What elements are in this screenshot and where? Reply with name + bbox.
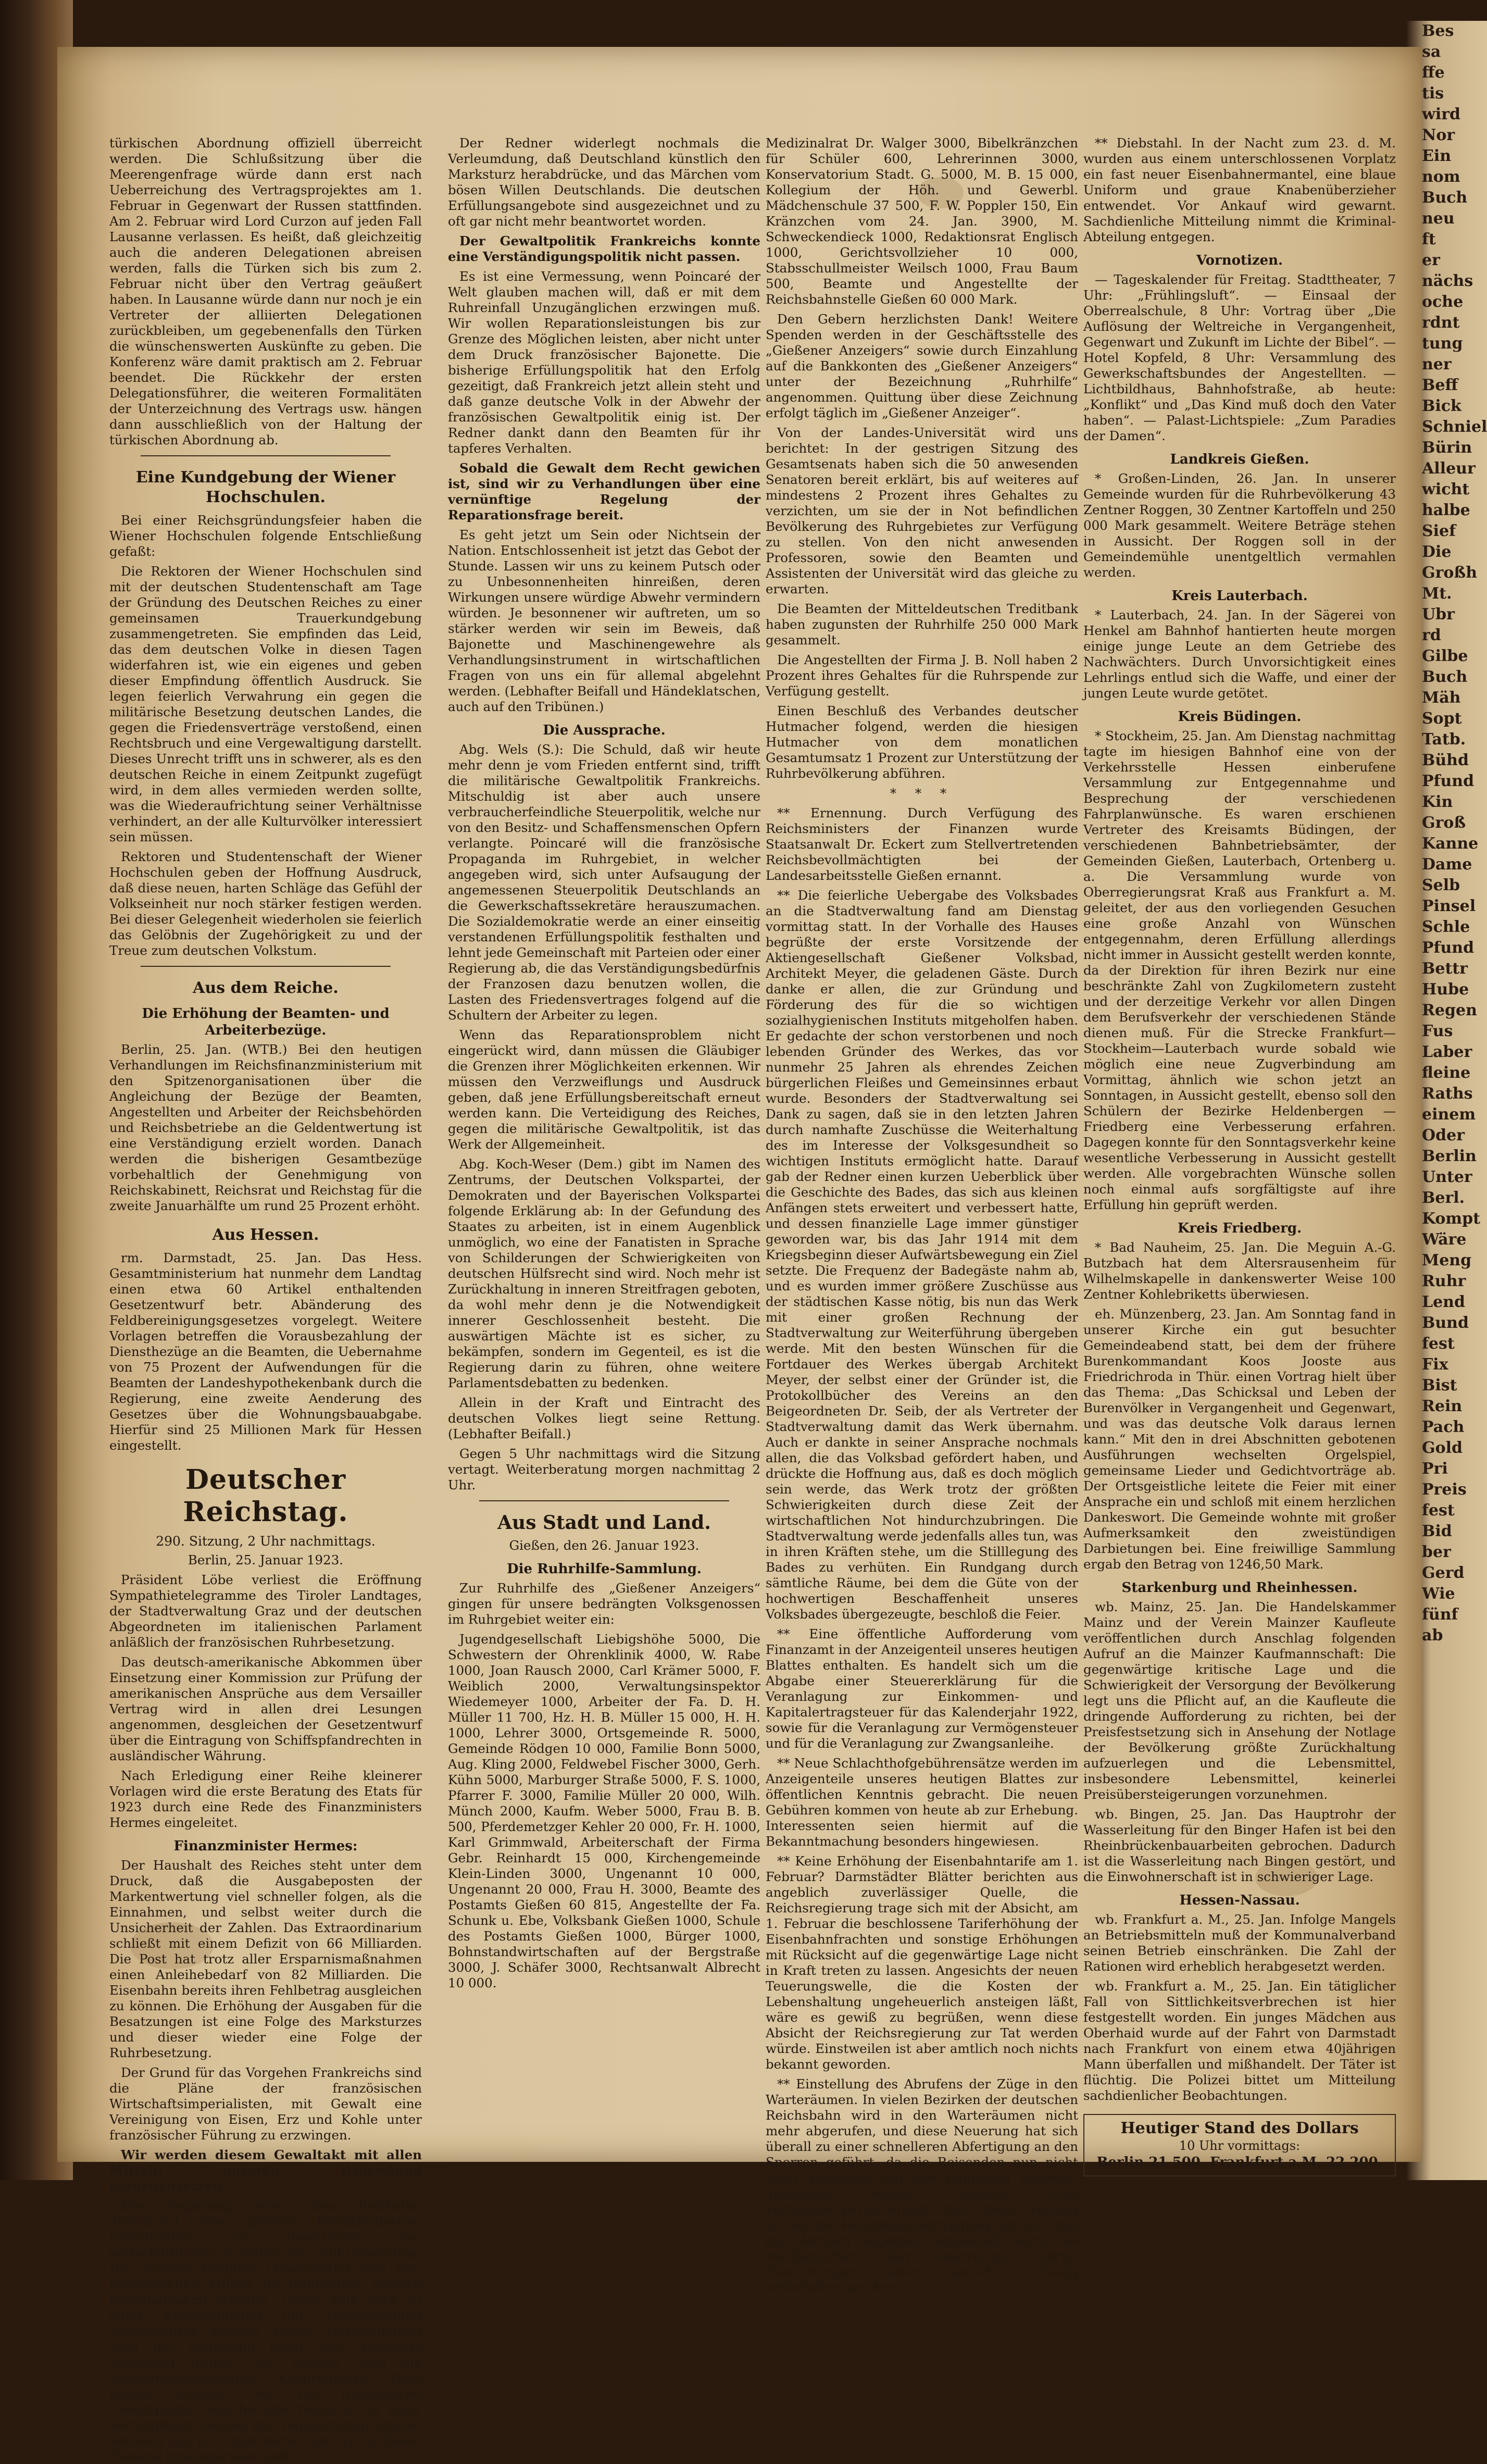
- article-text: wb. Frankfurt a. M., 25. Jan. Infolge Mangels an Betriebsmitteln muß der Kommunalverband seinen Betrieb einschränken. Die Zahl der Rationen wird erheblich herabgesetzt werden.: [1083, 1912, 1396, 1974]
- article-text: Das deutsch-amerikanische Abkommen über Einsetzung einer Kommission zur Prüfung der amerikanischen Ansprüche aus dem Versailler Vertrag wird in allen drei Lesungen angenommen, desgleichen der Gesetzentwurf über die Eintragung von Schiffspfandrechten in ausländischer Währung.: [109, 1654, 422, 1763]
- adjacent-page-fragment: Kanne: [1422, 835, 1479, 853]
- adjacent-page-fragment: Sief: [1422, 522, 1456, 540]
- dateline: Gießen, den 26. Januar 1923.: [509, 1538, 699, 1553]
- adjacent-page-fragment: Pfund: [1422, 939, 1474, 957]
- article-text: Der Redner widerlegt nochmals die Verleumdung, daß Deutschland künstlich den Marksturz herabdrücke, und das Märchen vom bösen Willen Deutschlands. Die deutschen Erfüllungsangebote sind ausgezeichnet und zu oft gar nicht mehr beantwortet worden.: [448, 135, 760, 229]
- adjacent-page-fragment: Fix: [1422, 1355, 1448, 1374]
- article-text: Gegen 5 Uhr nachmittags wird die Sitzung vertagt. Weiterberatung morgen nachmittag 2 Uhr.: [448, 1446, 760, 1492]
- adjacent-page-fragment: Preis: [1422, 1480, 1467, 1499]
- subheadline-aussprache: Die Aussprache.: [543, 723, 666, 738]
- article-text: ** Einstellung des Abrufens der Züge in den Warteräumen. In vielen Bezirken der deutschen Reichsbahn wird in den Warteräumen nicht mehr abgerufen, und diese Neuerung hat sich überall zu einer schnelleren Abfertigung an den Sperren geführt, da die Reisenden nun nicht mehr stoßweise auf den Bahnsteig stürmen; außerdem wurde dadurch eine Personalersparnis erzielt. Auch diese Ordnung ist bei der Reichsbahnverwaltung mitteilt, daß das Abrufen allgemein eingestellt wird; die mechanischen oder elektrischen Abruf-Einrichtungen sollen jedoch vorläufig beibehalten werden.: [766, 2076, 1078, 2295]
- article-text: * Lauterbach, 24. Jan. In der Sägerei von Henkel am Bahnhof hantierten heute morgen einige junge Leute an dem Getriebe des Nachwächters. Durch Unvorsichtigkeit eines Lehrlings entlud sich die Waffe, und einer der jungen Leute wurde getötet.: [1083, 607, 1396, 701]
- article-text: Die Regierung wird dem Reichstag demnächst eine größere Kreditforderung unterbreiten zur Beseitigung der wirtschaftlichen Schäden der Ruhrbesetzung. Die ohnehin knappen Lebensmittel sind vom französischen Militär im Ruhrgebiet vielfach beschlagnahmt worden. Unser Volk wird zu einer Einschränkung der Lebenshaltung zurückkehren müssen. Dieser Notwendigkeit wird die Regierung durch ein Notgesetz Rechnung tragen. Wir werden auch die zusammenbrechenden Kleinrentnern Hilfe leisten müssen. Nur die französische Gewaltpolitik, welche alle Versuche zu einer vernünftigen Lösung der Reparationsprobleme vereitelt hat, ist schuld daran, daß wir in diesen Zustand hineingeraten sind.: [109, 2198, 422, 2463]
- adjacent-page-fragment: tis: [1422, 84, 1444, 103]
- adjacent-page-fragment: fleine: [1422, 1064, 1471, 1082]
- article-text: türkischen Abordnung offiziell überreicht werden. Die Schlußsitzung über die Meerengenfrage würde dann erst nach Ueberreichung des Vertragsprojektes am 1. Februar in Gegenwart der Russen stattfinden. Am 2. Februar wird Lord Curzon auf jeden Fall Lausanne verlassen. Es heißt, daß gleichzeitig auch die anderen Delegationen abreisen werden, falls die Türken sich bis zum 2. Februar nicht über den Vertrag geäußert haben. In Lausanne würde dann nur noch je ein Vertreter der alliierten Delegationen zurückbleiben, um gegebenenfalls den Türken die wünschenswerten Auskünfte zu geben. Die Konferenz wäre damit praktisch am 2. Februar beendet. Die Rückkehr der ersten Delegationsführer, die weiteren Formalitäten der Unterzeichnung des Vertrags usw. hängen dann ausschließlich von der Haltung der türkischen Abordnung ab.: [109, 135, 422, 447]
- article-text: Bei einer Reichsgründungsfeier haben die Wiener Hochschulen folgende Entschließung gefaßt:: [109, 513, 422, 559]
- adjacent-page-fragment: Kompt: [1422, 1210, 1481, 1228]
- adjacent-page-fragment: Regen: [1422, 1001, 1477, 1019]
- headline-stadt-land: Aus Stadt und Land.: [497, 1512, 711, 1534]
- adjacent-page-fragment: Raths: [1422, 1085, 1473, 1103]
- article-text: Der Grund für das Vorgehen Frankreichs sind die Pläne der französischen Wirtschaftsimperialisten, mit Gewalt eine Vereinigung von Eisen, Erz und Kohle unter französischer Führung zu erzwingen.: [109, 2065, 422, 2143]
- article-text: Zur Ruhrhilfe des „Gießener Anzeigers“ gingen für unsere bedrängten Volksgenossen im Ruhrgebiet weiter ein:: [448, 1581, 760, 1627]
- headline-hessen: Aus Hessen.: [212, 1226, 319, 1244]
- adjacent-page-fragment: Sopt: [1422, 710, 1462, 728]
- adjacent-page-fragment: wird: [1422, 105, 1461, 123]
- adjacent-page-fragment: Gilbe: [1422, 647, 1468, 665]
- article-text: * Bad Nauheim, 25. Jan. Die Meguin A.-G. Butzbach hat dem Altersrausenheim für Wilhelmskapelle in dankenswerter Weise 100 Zentner Kohlebriketts überwiesen.: [1083, 1240, 1396, 1302]
- article-text: wb. Bingen, 25. Jan. Das Hauptrohr der Wasserleitung für den Binger Hafen ist bei den Rheinbrückenbauarbeiten gebrochen. Dadurch ist die Wasserleitung nach Bingen gestört, und die Einwohnerschaft ist in schwieriger Lage.: [1083, 1807, 1396, 1884]
- article-text: Abg. Koch-Weser (Dem.) gibt im Namen des Zentrums, der Deutschen Volkspartei, der Demokraten und der Bayerischen Volkspartei folgende Erklärung ab: In der Gefundung des Staates zu arbeiten, ist in einem Augenblick unmöglich, wo eine der Fanatisten in Sprache von Schilderungen der Schwierigkeiten von deutschen Hülfsrecht sind wird. Noch mehr ist Zurückhaltung in inneren Streitfragen geboten, da wohl mehr denn je die Notwendigkeit innerer Geschlossenheit besteht. Die auswärtigen Mächte ist es sicher, zu bekämpfen, sondern im Gegenteil, es ist die Regierung darin zu führen, ohne weitere Parlamentsdebatten zu bedenken.: [448, 1156, 760, 1390]
- subheadline-lauterbach: Kreis Lauterbach.: [1171, 588, 1308, 604]
- adjacent-page-fragment: Oder: [1422, 1126, 1465, 1144]
- adjacent-page-fragment: Bick: [1422, 397, 1461, 415]
- adjacent-page-fragment: Gerd: [1422, 1564, 1465, 1582]
- adjacent-page-fragment: Beff: [1422, 376, 1458, 394]
- divider: [141, 966, 391, 967]
- headline-reichstag: Deutscher Reichstag.: [183, 1464, 348, 1528]
- adjacent-page-fragment: Bid: [1422, 1522, 1452, 1540]
- adjacent-page-fragment: Unter: [1422, 1168, 1472, 1186]
- article-text: ** Neue Schlachthofgebührensätze werden im Anzeigenteile unseres heutigen Blattes zur öffentlichen Kenntnis gebracht. Die neuen Gebühren kommen von heute ab zur Erhebung. Interessenten seien hiermit auf die Bekanntmachung besonders hingewiesen.: [766, 1756, 1078, 1849]
- article-text: ** Die feierliche Uebergabe des Volksbades an die Stadtverwaltung fand am Dienstag vormittag statt. In der Vorhalle des Hauses begrüßte der erste Vorsitzende der Aktiengesellschaft Gießener Volksbad, Architekt Meyer, die geladenen Gäste. Durch danke er allen, die zur Gründung und Förderung des für die so wichtigen sozialhygienischen Instituts mitgeholfen haben. Er gedachte der schon verstorbenen und noch lebenden Gründer des Werkes, das vor nunmehr 25 Jahren als ehrendes Zeichen bürgerlichen Fleißes und Gemeinsinnes erbaut wurde. Besonders der Stadtverwaltung sei Dank zu sagen, daß sie in den letzten Jahren durch namhafte Zuschüsse die Weiterhaltung des im Interesse der Volksgesundheit so wichtigen Instituts ermöglicht hatte. Darauf gab der Redner einen kurzen Ueberblick über die Geschichte des Bades, das sich aus kleinen Anfängen stets erweitert und verbessert hatte, und dessen finanzielle Lage immer günstiger geworden war, bis das Jahr 1914 mit dem Kriegsbeginn dieser Aufwärtsbewegung ein Ziel setzte. Die Frequenz der Badegäste nahm ab, und es wurden immer größere Zuschüsse aus der städtischen Kasse nötig, bis nun das Werk mit einer großen Rechnung der Stadtverwaltung zur Weiterführung übergeben werde. Mit den besten Wünschen für die Fortdauer des Werkes übergab Architekt Meyer, der selbst einer der Gründer ist, die Protokollbücher des Vereins an den Beigeordneten Dr. Seib, der als Vertreter der Stadtverwaltung damit das Werk übernahm. Auch er dankte in seiner Ansprache nochmals allen, die das Volksbad gefördert haben, und drückte die Hoffnung aus, daß es doch möglich sein werde, das Werk trotz der größten Schwierigkeiten durch diese Zeit der wirtschaftlichen Not hindurchzubringen. Die Stadtverwaltung werde jedenfalls alles tun, was in ihren Kräften stehe, um die Stilllegung des Bades zu verhüten. Ein Rundgang durch sämtliche Räume, bei dem die Güte von der hochwertigen Beschaffenheit unseres Volksbades übergezeugte, beschloß die Feier.: [766, 888, 1078, 1622]
- adjacent-page-fragment: Pach: [1422, 1418, 1465, 1436]
- article-text: Präsident Löbe verliest die Eröffnung Sympathietelegramme des Tiroler Landtages, der Stadtverwaltung Graz und der deutschen Abgeordneten im italienischen Parlament anläßlich der französischen Ruhrbesetzung.: [109, 1572, 422, 1650]
- separator-stars: * * *: [890, 786, 954, 801]
- adjacent-page-fragment: Laber: [1422, 1043, 1472, 1061]
- adjacent-page-fragment: ffe: [1422, 64, 1445, 82]
- adjacent-page-fragment: halbe: [1422, 501, 1470, 519]
- adjacent-page-fragment: oche: [1422, 293, 1464, 311]
- adjacent-page-fragment: tung: [1422, 334, 1463, 353]
- adjacent-page-fragment: Berl.: [1422, 1189, 1465, 1207]
- adjacent-page-fragment: Schniel: [1422, 418, 1487, 436]
- adjacent-page-fragment: Ein: [1422, 147, 1452, 165]
- adjacent-page-fragment: Buch: [1422, 668, 1468, 686]
- column-1: [109, 135, 422, 2463]
- article-text: ** Keine Erhöhung der Eisenbahntarife am 1. Februar? Darmstädter Blätter berichten aus angeblich zuverlässiger Quelle, die Reichsregierung trage sich mit der Absicht, am 1. Februar die beschlossene Tariferhöhung der Eisenbahnfrachten und sonstige Erhöhungen mit Rücksicht auf die gegenwärtige Lage nicht in Kraft treten zu lassen. Angesichts der neuen Teuerungswelle, die die Kosten der Lebenshaltung ungeheuerlich ansteigen läßt, wäre es gewiß zu begrüßen, wenn diese Absicht der Reichsregierung zur Tat werden würde. Einstweilen ist aber amtlich noch nichts bekannt geworden.: [766, 1853, 1078, 2072]
- adjacent-page-fragment: Berlin: [1422, 1147, 1477, 1165]
- adjacent-page-fragment: Bürin: [1422, 439, 1472, 457]
- article-text: * Großen-Linden, 26. Jan. In unserer Gemeinde wurden für die Ruhrbevölkerung 43 Zentner Roggen, 30 Zentner Kartoffeln und 250 000 Mark gesammelt. Weitere Beträge stehen in Aussicht. Der Roggen soll in der Gemeindemühle unentgeltlich vermahlen werden.: [1083, 471, 1396, 580]
- article-text-bold: Sobald die Gewalt dem Recht gewichen ist, sind wir zu Verhandlungen über eine vernünftige Regelung der Reparationsfrage bereit.: [448, 461, 760, 522]
- adjacent-page-fragment: Mt.: [1422, 584, 1452, 603]
- article-text: Jugendgesellschaft Liebigshöhe 5000, Die Schwestern der Ohrenklinik 4000, W. Rabe 1000, Joan Rausch 2000, Carl Krämer 5000, F. Weiblich 2000, Verwaltungsinspektor Wiedemeyer 1000, Arbeiter der Fa. D. H. Müller 11 700, Hz. H. B. Müller 15 000, H. H. 1000, Lehrer 3000, Ortsgemeinde R. 5000, Gemeinde Rödgen 10 000, Familie Bonn 5000, Aug. Kling 2000, Feldwebel Fischer 3000, Gerh. Kühn 5000, Marburger Straße 5000, F. S. 1000, Pfarrer F. 3000, Familie Müller 20 000, Wilh. Münch 2000, Kaufm. Weber 5000, Frau B. B. 500, Pferdemetzger Kehler 20 000, Fr. H. 1000, Karl Grimmwald, Arbeiterschaft der Firma Gebr. Reinhardt 15 000, Kirchengemeinde Klein-Linden 3000, Ungenannt 10 000, Ungenannt 20 000, Frau H. 3000, Beamte des Postamts Gießen 60 815, Angestellte der Fa. Schunk u. Ebe, Volksbank Gießen 1000, Schule des Postamts Gießen 1000, Bürger 1000, Bohnstandwirtschaften auf der Bergstraße 3000, J. Schäfer 3000, Rechtsanwalt Albrecht 10 000.: [448, 1632, 760, 1990]
- adjacent-page-fragment: Die: [1422, 543, 1452, 561]
- subheadline-vornotizen: Vornotizen.: [1196, 253, 1283, 268]
- article-text: Nach Erledigung einer Reihe kleinerer Vorlagen wird die erste Beratung des Etats für 1923 durch eine Rede des Finanzministers Hermes eingeleitet.: [109, 1768, 422, 1830]
- adjacent-page-fragment: wicht: [1422, 480, 1470, 499]
- subheadline-hermes: Finanzminister Hermes:: [173, 1838, 358, 1854]
- article-text: eh. Münzenberg, 23. Jan. Am Sonntag fand in unserer Kirche ein gut besuchter Gemeindeabend statt, bei dem der frühere Burenkommandant Koos Jooste aus Friedrichroda in Thür. einen Vortrag hielt über das Thema: „Das Schicksal und Leben der Burenvölker in Vergangenheit und Gegenwart, und was das deutsche Volk daraus lernen kann.“ Mit den in drei Abschnitten gebotenen Ausführungen wechselten Orgelspiel, gemeinsame Lieder und Gedichtvorträge ab. Der Ortsgeistliche leitete die Feier mit einer Ansprache ein und schloß mit einem herzlichen Dankeswort. Die Gemeinde wohnte mit großer Aufmerksamkeit den zweistündigen Darbietungen bei. Eine freiwillige Sammlung ergab den Betrag von 1246,50 Mark.: [1083, 1306, 1396, 1572]
- dollar-rate-title: Heutiger Stand des Dollars: [1120, 2119, 1359, 2137]
- article-text: Allein in der Kraft und Eintracht des deutschen Volkes liegt seine Rettung. (Lebhafter Beifall.): [448, 1395, 760, 1441]
- adjacent-page-fragment: Bund: [1422, 1314, 1469, 1332]
- article-text: ** Diebstahl. In der Nacht zum 23. d. M. wurden aus einem unterschlossenen Vorplatz ein fast neuer Eisenbahnermantel, eine blaue Uniform und graue Knabenüberzieher entwendet. Vor Ankauf wird gewarnt. Sachdienliche Mitteilung nimmt die Kriminal-Abteilung entgegen.: [1083, 135, 1396, 244]
- article-text: * Stockheim, 25. Jan. Am Dienstag nachmittag tagte im hiesigen Bahnhof eine von der Verkehrsstelle Hessen einberufene Versammlung zur Entgegennahme und Besprechung der verschiedenen Fahrplanwünsche. Es waren erschienen Vertreter des Kreisamts Büdingen, der verschiedenen Bahnbetriebsämter, der Gemeinden Gießen, Lauterbach, Ortenberg u. a. Die Versammlung wurde von Oberregierungsrat Kraß aus Frankfurt a. M. geleitet, der aus den vorliegenden Gesuchen eine große Anzahl von Wünschen entgegennahm, deren Erfüllung allerdings nicht immer in Aussicht gestellt werden konnte, da der Direktion für ihren Bezirk nur eine beschränkte Zahl von Zugkilometern zusteht und der derzeitige Verkehr vor allen Dingen dem Berufsverkehr der verschiedenen Stände dienen muß. Für die Strecke Frankfurt—Stockheim—Lauterbach wurde sobald wie möglich eine neue Zugverbindung am Vormittag, ähnlich wie schon jetzt an Sonntagen, in Aussicht gestellt, ebenso soll den Schülern der Bezirke Heldenbergen — Friedberg eine Verbesserung erfahren. Dagegen konnte für den Sonntagsverkehr keine wesentliche Verbesserung in Aussicht gestellt werden. Alle vorgebrachten Wünsche sollen noch einmal aufs sorgfältigste auf ihre Erfüllung hin geprüft werden.: [1083, 728, 1396, 1212]
- dateline: Berlin, 25. Januar 1923.: [188, 1552, 344, 1567]
- article-text: ** Ernennung. Durch Verfügung des Reichsministers der Finanzen wurde Staatsanwalt Dr. Eckert zum Stellvertretenden Reichsbevollmächtigten bei der Landesarbeitsstelle Gießen ernannt.: [766, 805, 1078, 883]
- adjacent-page-fragment: er: [1422, 251, 1440, 269]
- adjacent-page-fragment: Meng: [1422, 1251, 1472, 1270]
- article-text-bold: Wir werden diesem Gewaltakt mit allen Mitteln unseren Widerstand entgegensetzen.: [109, 2147, 422, 2194]
- adjacent-page-fragment: Dame: [1422, 855, 1472, 874]
- adjacent-page-fragment: Nor: [1422, 126, 1455, 144]
- article-text: — Tageskalender für Freitag. Stadttheater, 7 Uhr: „Frühlingsluft“. — Einsaal der Oberrealschule, 8 Uhr: Vortrag über „Die Auflösung der Weltreiche in Vergangenheit, Gegenwart und Zukunft im Lichte der Bibel“. — Hotel Kopfeld, 8 Uhr: Versammlung des Gewerkschaftsbundes der Angestellten. — Lichtbildhaus, Bahnhofstraße, ab heute: „Konflikt“ und „Das Kind muß doch den Vater haben“. — Palast-Lichtspiele: „Zum Paradies der Damen“.: [1083, 272, 1396, 443]
- adjacent-page-fragment: Kin: [1422, 793, 1453, 811]
- article-text: rm. Darmstadt, 25. Jan. Das Hess. Gesamtministerium hat nunmehr dem Landtag einen etwa 60 Artikel enthaltenden Gesetzentwurf betr. Abänderung des Feldbereinigungsgesetzes vorgelegt. Weitere Vorlagen betreffen die Vorausbezahlung der Diensthezüge an die Beamten, die Uebernahme von 75 Prozent der Aufwendungen für die Beamten der Landeshypothekenbank durch die Regierung, eine zweite Aenderung des Gesetzes über die Wohnungsbauabgabe. Hierfür sind 25 Millionen Mark für Hessen eingestellt.: [109, 1250, 422, 1453]
- adjacent-page-fragment: Ruhr: [1422, 1272, 1466, 1290]
- article-text: Es geht jetzt um Sein oder Nichtsein der Nation. Entschlossenheit ist jetzt das Gebot der Stunde. Lassen wir uns zu keinem Putsch oder zu Unbesonnenheiten hinreißen, deren Wirkungen unsere würdige Abwehr vermindern würden. Je besonnener wir auftreten, um so stärker werden wir sein im Beweis, daß Bajonette und Maschinengewehre als Verhandlungsinstrument in wirtschaftlichen Fragen von uns ein für allemal abgelehnt werden. (Lebhafter Beifall und Händeklatschen, auch auf den Tribünen.): [448, 527, 760, 714]
- adjacent-page-fragment: Groß: [1422, 814, 1466, 832]
- adjacent-page-fragment: Fus: [1422, 1022, 1453, 1040]
- adjacent-page-fragment: Rein: [1422, 1397, 1463, 1415]
- adjacent-page-fragment: Bühd: [1422, 751, 1469, 769]
- column-4: [1083, 135, 1396, 2170]
- adjacent-page-fragment: Schle: [1422, 918, 1470, 936]
- adjacent-page-fragment: rdnt: [1422, 314, 1460, 332]
- column-3: [766, 135, 1078, 2295]
- adjacent-page-fragment: Alleur: [1422, 459, 1476, 478]
- article-text: wb. Frankfurt a. M., 25. Jan. Ein tätiglicher Fall von Sittlichkeitsverbrechen ist hier festgestellt worden. Ein junges Mädchen aus Oberhaid wurde auf der Fahrt von Darmstadt nach Frankfurt von einem etwa 40jährigen Mann überfallen und mißhandelt. Der Täter ist flüchtig. Die Polizei bittet um Mitteilung sachdienlicher Beobachtungen.: [1083, 1978, 1396, 2103]
- adjacent-page-fragment: rd: [1422, 626, 1441, 644]
- subheadline-hessen-nassau: Hessen-Nassau.: [1179, 1893, 1300, 1908]
- subheadline-landkreis-giessen: Landkreis Gießen.: [1170, 452, 1309, 467]
- article-text: Abg. Wels (S.): Die Schuld, daß wir heute mehr denn je vom Frieden entfernt sind, trifft die militärische Gewaltpolitik Frankreichs. Mitschuldig ist aber auch unsere verbraucherfeindliche Steuerpolitik, welche nur von den Besitz- und Schaffensmenschen Opfern verlangte. Poincaré will die französische Propaganda im Ruhrgebiet, in welcher angegeben wird, sich unter Aufsaugung der angemessenen Steuerpolitik Deutschlands an die Gewerkschaftssekretäre herauszumachen. Die Sozialdemokratie werde an einer einseitig verstandenen Erfüllungspolitik festhalten und lehnt jede Gemeinschaft mit Parteien oder einer Regierung ab, die das Verständigungsbedürfnis der Franzosen dazu benutzen wollen, die Lasten des Friedensvertrages folgend auf die Schultern der Arbeiter zu legen.: [448, 742, 760, 1023]
- adjacent-page-fragment: nächs: [1422, 272, 1473, 290]
- adjacent-page-fragment: ft: [1422, 230, 1436, 248]
- adjacent-page-fragment: fest: [1422, 1501, 1455, 1520]
- adjacent-page-fragment: ner: [1422, 355, 1452, 374]
- adjacent-page-fragment: Mäh: [1422, 689, 1461, 707]
- article-text: Den Gebern herzlichsten Dank! Weitere Spenden werden in der Geschäftsstelle des „Gießener Anzeigers“ sowie durch Einzahlung auf die Bankkonten des „Gießener Anzeigers“ unter der Bezeichnung „Ruhrhilfe“ angenommen. Quittung über diese Zeichnung erfolgt täglich im „Gießener Anzeiger“.: [766, 312, 1078, 420]
- adjacent-page-fragment: ber: [1422, 1543, 1451, 1561]
- subheadline-buedingen: Kreis Büdingen.: [1178, 709, 1302, 725]
- article-text: Von der Landes-Universität wird uns berichtet: In der gestrigen Sitzung des Gesamtsenats haben sich die 50 anwesenden Senatoren bereit erklärt, bis auf weiteres auf mindestens 2 Prozent ihres Gehaltes zu verzichten, um sie der in Not befindlichen Bevölkerung des Ruhrgebietes zur Verfügung zu stellen. Von den nicht anwesenden Professoren, sowie den Beamten und Assistenten der Universität wird das gleiche zu erwarten.: [766, 425, 1078, 596]
- adjacent-page-fragment: Pri: [1422, 1460, 1448, 1478]
- adjacent-page-fragment: Wäre: [1422, 1230, 1467, 1249]
- subheadline-beamte: Die Erhöhung der Beamten- und Arbeiterbezüge.: [142, 1006, 390, 1038]
- article-text: Rektoren und Studentenschaft der Wiener Hochschulen geben der Hoffnung Ausdruck, daß diese neuen, harten Schläge das Gefühl der Volkseinheit nur noch stärker festigen werden. Bei dieser Gelegenheit wiederholen sie feierlich das Gelöbnis der Zugehörigkeit zu und der Treue zum deutschen Volkstum.: [109, 849, 422, 958]
- article-text: Wenn das Reparationsproblem nicht eingerückt wird, dann müssen die Gläubiger die Grenzen ihrer Möglichkeiten erkennen. Wir müssen den Verzweiflungs und Ausdruck geben, daß jene Erfüllungsbereitschaft erneut werden kann. Die Verteidigung des Reiches, gegen die militärische Gewaltpolitik, ist das Werk der Allgemeinheit.: [448, 1027, 760, 1152]
- article-text: Es ist eine Vermessung, wenn Poincaré der Welt glauben machen will, daß er mit dem Ruhreinfall Unzugänglichen erzwingen muß. Wir wollen Reparationsleistungen bis zur Grenze des Möglichen leisten, aber nicht unter dem Druck französischer Bajonette. Die bisherige Erfüllungspolitik hat den Erfolg gezeitigt, daß Frankreich jetzt allein steht und daß ganze deutsche Volk in der Abwehr der französischen Gewaltpolitik einig ist. Der Redner dankt dann den Beamten für ihr tapferes Verhalten.: [448, 269, 760, 456]
- article-text: ** Eine öffentliche Aufforderung vom Finanzamt in der Anzeigenteil unseres heutigen Blattes enthalten. Es handelt sich um die Abgabe einer Steuererklärung für die Veranlagung zur Einkommen- und Kapitalertragsteuer für das Kalenderjahr 1922, sowie für die Veranlagung zur Vermögensteuer und für die Veranlagung zur Zwangsanleihe.: [766, 1626, 1078, 1751]
- article-text: Die Rektoren der Wiener Hochschulen sind mit der deutschen Studentenschaft am Tage der Gründung des Deutschen Reiches zu einer gemeinsamen Trauerkundgebung zusammengetreten. Sie empfinden das Leid, das dem deutschen Volke in diesen Tagen widerfahren ist, wie ein eigenes und geben dieser Empfindung öffentlich Ausdruck. Sie legen feierlich Verwahrung ein gegen die militärische Besetzung deutschen Landes, die gegen die Friedensverträge verstoßend, einen Rechtsbruch und eine Vergewaltigung darstellt. Dieses Unrecht trifft uns in schwerer, als es den deutschen Reiche in einem Zeitpunkt zugefügt wird, in dem alles vermieden werden sollte, was die Wiederaufrichtung seiner Verhältnisse verhindert, an der alle Kulturvölker interessiert sein müssen.: [109, 564, 422, 844]
- article-text: Medizinalrat Dr. Walger 3000, Bibelkränzchen für Schüler 600, Lehrerinnen 3000, Konservatorium Stadt. G. 5000, M. B. 15 000, Kollegium der Höh. und Gewerbl. Mädchenschule 37 500, F. W. Poppler 150, Ein Kränzchen vom 24. Jan. 3900, M. Schweckendieck 1000, Redaktionsrat Englisch 1000, Gerichtsvollzieher 10 000, Stabsschullmeister Weilsch 1000, Frau Baum 500, Beamte und Angestellte der Reichsbahnstelle Gießen 60 000 Mark.: [766, 135, 1078, 307]
- adjacent-page-fragment: Hube: [1422, 980, 1469, 999]
- dollar-rate-value: Berlin 21 500. Frankfurt a.M. 22 200.: [1096, 2155, 1383, 2170]
- adjacent-page-fragment: Pinsel: [1422, 897, 1476, 915]
- adjacent-page-fragment: sa: [1422, 43, 1441, 61]
- article-text: wb. Mainz, 25. Jan. Die Handelskammer Mainz und der Verein Mainzer Kaufleute veröffentlichen durch Anschlag folgenden Aufruf an die Mainzer Kaufmannschaft: Die gegenwärtige kritische Lage und die Schwierigkeit der Versorgung der Bevölkerung legt uns die Pflicht auf, an die Kaufleute die dringende Aufforderung zu richten, bei der Preisfestsetzung sich in Ansehung der Notlage der Bevölkerung größte Zurückhaltung aufzuerlegen und die Lebensmittel, insbesondere Lebensmittel, keinerlei Preisübersteigerungen vorzunehmen.: [1083, 1599, 1396, 1802]
- adjacent-page-fragment: ab: [1422, 1626, 1443, 1645]
- divider: [141, 455, 391, 456]
- article-text: Die Beamten der Mitteldeutschen Treditbank haben zugunsten der Ruhrhilfe 250 000 Mark gesammelt.: [766, 601, 1078, 648]
- adjacent-page-fragment: Bes: [1422, 22, 1454, 40]
- adjacent-page-fragment: Gold: [1422, 1439, 1463, 1457]
- adjacent-page-fragment: Selb: [1422, 876, 1460, 894]
- column-2: [448, 135, 760, 2105]
- headline-reich: Aus dem Reiche.: [193, 979, 339, 997]
- adjacent-page-fragment: Pfund: [1422, 772, 1474, 790]
- article-text: Die Angestellten der Firma J. B. Noll haben 2 Prozent ihres Gehaltes für die Ruhrspende zur Verfügung gestellt.: [766, 652, 1078, 699]
- session-line: 290. Sitzung, 2 Uhr nachmittags.: [156, 1534, 376, 1549]
- adjacent-page-fragment: Bettr: [1422, 960, 1468, 978]
- article-text: Einen Beschluß des Verbandes deutscher Hutmacher folgend, werden die hiesigen Hutmacher von dem monatlichen Gesamtumsatz 1 Prozent zur Unterstützung der Ruhrbevölkerung abführen.: [766, 703, 1078, 781]
- article-text: Der Haushalt des Reiches steht unter dem Druck, daß die Ausgabeposten der Markentwertung viel schneller folgen, als die Einnahmen, und selbst weiter durch die Unsicherheit der Zahlen. Das Extraordinarium schließt mit einem Defizit von 66 Milliarden. Die Post hat trotz aller Ersparnismaßnahmen einen Anleihebedarf von 82 Milliarden. Die Eisenbahn bereits ihren Fehlbetrag ausgleichen zu können. Die Erhöhung der Ausgaben für die Besatzungen ist eine Folge des Marksturzes und dieser wieder eine Folge der Ruhrbesetzung.: [109, 1858, 422, 2060]
- subheadline-ruhrhilfe: Die Ruhrhilfe-Sammlung.: [507, 1561, 702, 1577]
- adjacent-page-fragment: Bist: [1422, 1376, 1457, 1395]
- subheadline-friedberg: Kreis Friedberg.: [1177, 1221, 1302, 1236]
- dollar-rate-time: 10 Uhr vormittags:: [1179, 2138, 1301, 2153]
- adjacent-page-fragment: nom: [1422, 168, 1460, 186]
- adjacent-page-fragment: fünf: [1422, 1606, 1458, 1624]
- adjacent-page-fragment: Buch: [1422, 189, 1468, 207]
- article-text-bold: Der Gewaltpolitik Frankreichs konnte eine Verständigungspolitik nicht passen.: [448, 233, 760, 264]
- adjacent-page-fragment: Wie: [1422, 1585, 1455, 1603]
- adjacent-page-fragment: Tatb.: [1422, 730, 1466, 749]
- adjacent-page-fragment: Ubr: [1422, 605, 1455, 624]
- article-text: Berlin, 25. Jan. (WTB.) Bei den heutigen Verhandlungen im Reichsfinanzministerium mit den Spitzenorganisationen über die Angleichung der Bezüge der Beamten, Angestellten und Arbeiter der Reichsbehörden und Reichsbetriebe an die Geldentwertung ist eine Verständigung erzielt worden. Danach werden die bisherigen Gesamtbezüge vorbehaltlich der Genehmigung von Reichskabinett, Reichsrat und Reichstag für die zweite Januarhälfte um rund 25 Prozent erhöht.: [109, 1042, 422, 1213]
- subheadline-starkenburg: Starkenburg und Rheinhessen.: [1121, 1580, 1358, 1596]
- adjacent-page-fragment: fest: [1422, 1335, 1455, 1353]
- headline-wien: Eine Kundgebung der Wiener Hochschulen.: [135, 468, 396, 506]
- adjacent-page-fragment: Großh: [1422, 564, 1478, 582]
- adjacent-page-fragment: Lend: [1422, 1293, 1465, 1311]
- divider: [479, 1500, 729, 1501]
- adjacent-page-fragment: einem: [1422, 1105, 1476, 1124]
- dollar-rate-box: [1083, 2114, 1396, 2176]
- adjacent-page-fragment: neu: [1422, 209, 1455, 228]
